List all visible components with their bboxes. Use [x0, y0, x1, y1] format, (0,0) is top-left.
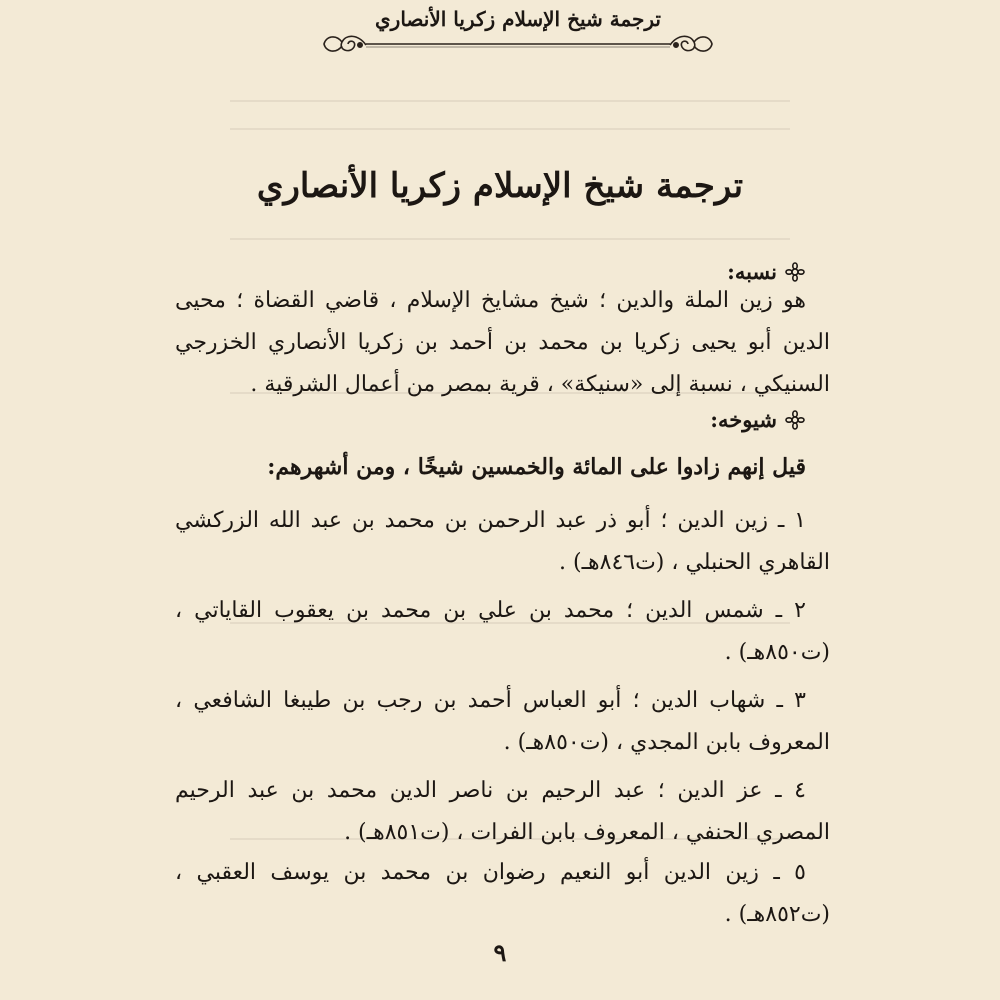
teachers-heading — [710, 404, 805, 436]
flower-bullet-icon — [785, 262, 805, 282]
teacher-item: ١ ـ زين الدين ؛ أبو ذر عبد الرحمن بن محمد بن عبد الله الزركشي القاهري الحنبلي ، (ت٨٤٦هـ) . — [175, 508, 830, 575]
teachers-heading-text: شيوخه: — [710, 407, 777, 432]
teachers-intro: قيل إنهم زادوا على المائة والخمسين شيخًا ، ومن أشهرهم: — [267, 454, 806, 480]
lineage-paragraph: هو زين الملة والدين ؛ شيخ مشايخ الإسلام ، قاضي القضاة ؛ محيى الدين أبو يحيى زكريا بن محمد بن أحمد بن زكريا الأنصاري الخزرجي السنيكي ، نسبة إلى «سنيكة» ، قرية بمصر من أعمال الشرقية . — [175, 288, 830, 397]
chapter-title: ترجمة شيخ الإسلام زكريا الأنصاري — [256, 166, 744, 206]
running-header-title: ترجمة شيخ الإسلام زكريا الأنصاري — [375, 7, 661, 31]
header-ornament-icon — [318, 28, 718, 58]
teacher-item: ٤ ـ عز الدين ؛ عبد الرحيم بن ناصر الدين محمد بن عبد الرحيم المصري الحنفي ، المعروف بابن الفرات ، (ت٨٥١هـ) . — [175, 778, 830, 845]
show-through-line — [230, 128, 790, 130]
flower-bullet-icon — [785, 410, 805, 430]
show-through-line — [230, 238, 790, 240]
teacher-item: ٥ ـ زين الدين أبو النعيم رضوان بن محمد بن يوسف العقبي ، (ت٨٥٢هـ) . — [175, 860, 830, 927]
show-through-line — [230, 100, 790, 102]
page-number: ٩ — [493, 938, 507, 967]
running-header — [318, 6, 718, 56]
teacher-item: ٣ ـ شهاب الدين ؛ أبو العباس أحمد بن رجب بن طيبغا الشافعي ، المعروف بابن المجدي ، (ت٨٥٠هـ) . — [175, 688, 830, 755]
lineage-heading-text: نسبه: — [727, 259, 777, 284]
teacher-item: ٢ ـ شمس الدين ؛ محمد بن علي بن محمد بن يعقوب القاياتي ، (ت٨٥٠هـ) . — [175, 598, 830, 665]
